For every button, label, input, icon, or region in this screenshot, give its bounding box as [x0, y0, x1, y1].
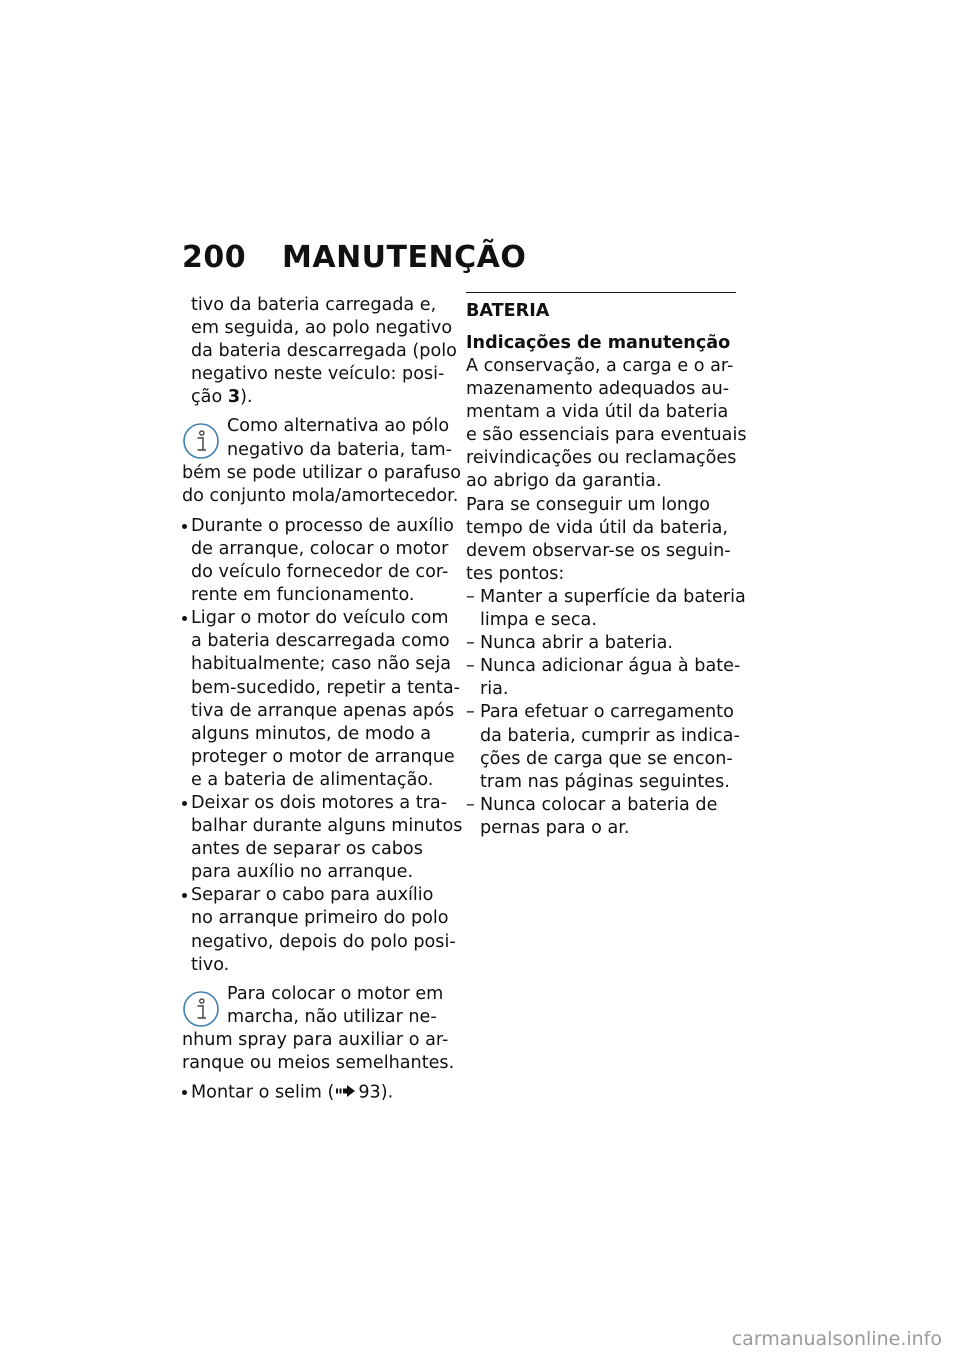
- info-icon: [182, 422, 220, 467]
- page-reference-link[interactable]: 93: [358, 1082, 381, 1103]
- right-column: [466, 292, 747, 840]
- list-item: – Nunca adicionar água à bate- ria.: [466, 655, 736, 701]
- arrow-ref-icon: [336, 1081, 356, 1104]
- note-alternative-ground: Como alternativa ao pólo negativo da bateria, tam- bém se pode utilizar o parafuso do conjunto mola/amortecedor.: [182, 416, 461, 506]
- left-column: [182, 294, 463, 1105]
- bullet-list-seat: [182, 1081, 449, 1105]
- note-no-spray: Para colocar o motor em marcha, não utilizar ne- nhum spray para auxiliar o ar- ranque ou meios semelhantes.: [182, 983, 455, 1073]
- subsection-heading: Indicações de manutenção: [466, 333, 731, 353]
- intro-paragraph: tivo da bateria carregada e, em seguida, ao polo negativo da bateria descarregada (polo negativo neste veículo: posi- ção 3).: [191, 295, 457, 408]
- list-item: – Para efetuar o carregamento da bateria, cumprir as indica- ções de carga que se encon- tram nas páginas seguintes.: [466, 701, 736, 793]
- info-icon: [182, 990, 220, 1035]
- watermark: carmanualsonline.info: [731, 1328, 942, 1350]
- paragraph: A conservação, a carga e o ar- mazenamento adequados au- mentam a vida útil da bateria e são essenciais para eventuais reivindicações ou reclamações ao abrigo da garantia.: [466, 356, 747, 492]
- page-number: 200: [182, 240, 247, 275]
- dash-list: [466, 586, 746, 840]
- list-item: – Nunca colocar a bateria de pernas para o ar.: [466, 794, 736, 840]
- list-item: Deixar os dois motores a tra- balhar durante alguns minutos antes de separar os cabos para auxílio no arranque.: [182, 792, 449, 884]
- list-item: Ligar o motor do veículo com a bateria descarregada como habitualmente; caso não seja bem-sucedido, repetir a tenta- tiva de arranque apenas após alguns minutos, de modo a proteger o motor de arranque e a bateria de alimentação.: [182, 607, 449, 792]
- list-item: Durante o processo de auxílio de arranque, colocar o motor do veículo fornecedor de cor- rente em funcionamento.: [182, 515, 449, 607]
- section-heading: BATERIA: [466, 301, 550, 321]
- list-item: Montar o selim ( 93).: [182, 1081, 449, 1105]
- list-item: – Nunca abrir a bateria.: [466, 632, 736, 655]
- section-title: MANUTENÇÃO: [282, 240, 527, 275]
- position-number: 3: [227, 387, 241, 408]
- list-item: Separar o cabo para auxílio no arranque primeiro do polo negativo, depois do polo posi- tivo.: [182, 884, 449, 976]
- section-divider: [466, 292, 736, 293]
- list-item: – Manter a superfície da bateria limpa e seca.: [466, 586, 736, 632]
- paragraph: Para se conseguir um longo tempo de vida útil da bateria, devem observar-se os seguin- tes pontos:: [466, 494, 731, 584]
- bullet-list: [182, 515, 463, 977]
